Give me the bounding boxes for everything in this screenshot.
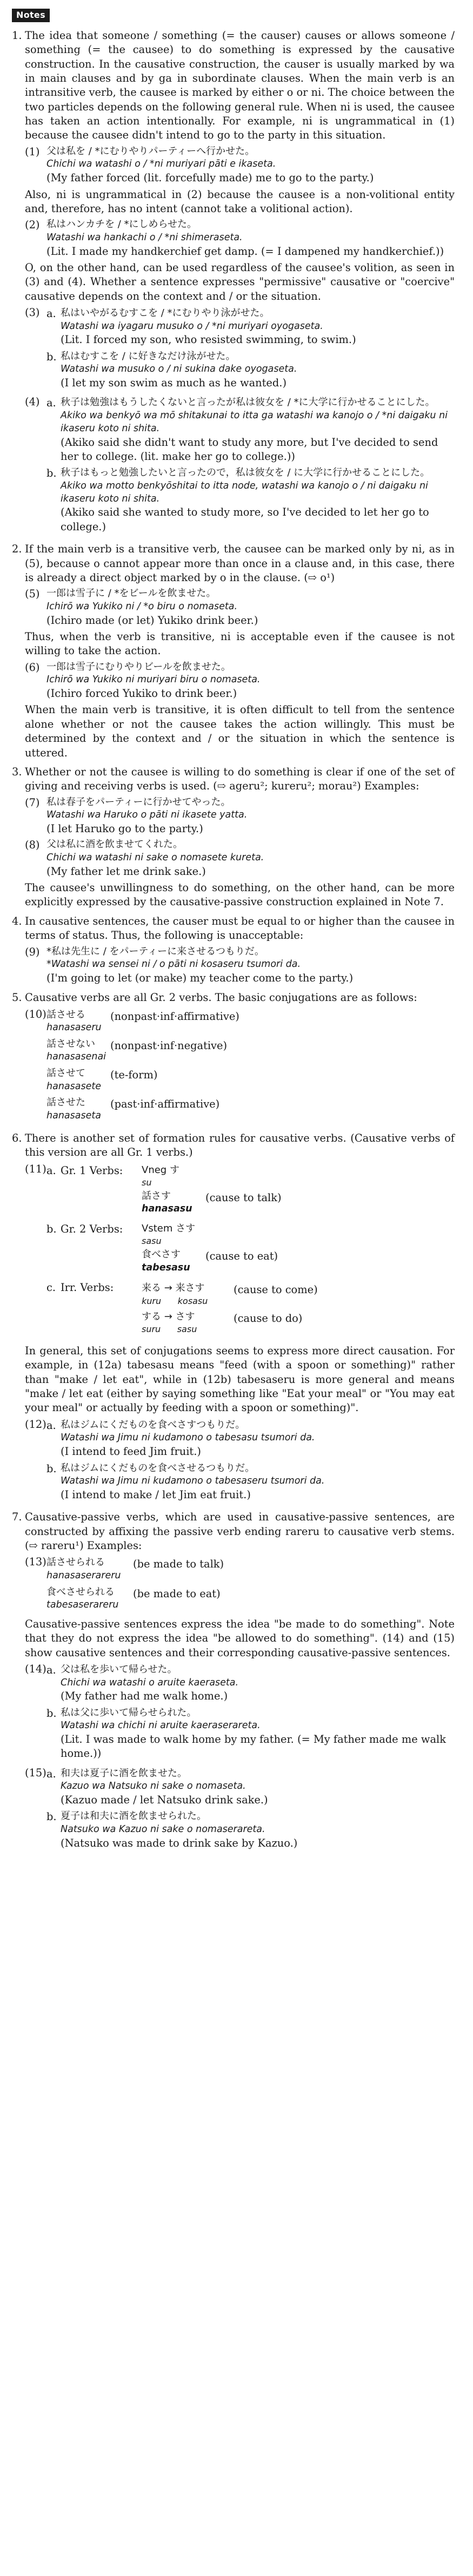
sub-label: b. [46,1707,57,1719]
sub-label: b. [46,1223,57,1235]
irregular-verb-meaning: (cause to do) [234,1312,303,1325]
example-15a [46,1767,455,1808]
example-translation: (My father had me walk home.) [61,1690,228,1703]
example-number: (9) [25,945,40,958]
conjugation-japanese: 話させられる [46,1557,105,1569]
example-number: (13) [25,1556,46,1569]
irregular-verb-romaji: suru sasu [142,1324,197,1335]
note-3 [12,765,455,911]
formation-example-meaning: (cause to talk) [205,1191,282,1204]
sub-label: a. [46,1664,56,1677]
conjugation-japanese: 食べさせられる [46,1586,115,1598]
example-japanese: 一郎は雪子にむりやりビールを飲ませた。 [46,661,231,673]
example-3 [25,306,455,393]
note-7 [12,1510,455,1855]
conjugation-romaji: hanasaseru [46,1022,102,1033]
example-japanese: 一郎は雪子に / *をビールを飲ませた。 [46,588,216,599]
example-number: (5) [25,588,40,601]
example-romaji: Ichirō wa Yukiko ni / *o biru o nomaseta. [46,601,238,612]
example-4 [25,395,455,537]
conjugation-row [46,1038,455,1064]
note-paragraph: Causative-passive sentences express the idea "be made to do something". Note that they do not express the idea "be allowed to do something". (14) and (15) show causative sentences and their corresponding causative-passive sentences. [25,1617,455,1659]
example-romaji: Watashi wa iyagaru musuko o / *ni muriyari oyogaseta. [61,320,323,332]
sub-label: a. [46,397,56,410]
example-romaji: Watashi wa Jimu ni kudamono o tabesaseru tsumori da. [61,1475,325,1486]
example-romaji: Watashi wa Haruko o pāti ni ikasete yatta. [46,809,248,821]
example-translation: (I intend to feed Jim fruit.) [61,1445,201,1458]
note-body [25,29,455,539]
note-paragraph: O, on the other hand, can be used regardless of the causee's volition, as seen in (3) and (4). Whether a sentence expresses "permissive" causative or "coercive" causative depends on the context and / or the situation. [25,261,455,302]
note-number: 1. [12,29,22,42]
conjugation-japanese: 話させない [46,1038,95,1050]
example-number: (7) [25,796,40,809]
example-8 [25,838,455,879]
note-2 [12,542,455,762]
note-number: 7. [12,1511,22,1524]
irregular-verb-japanese: 来る → 来さす [142,1282,205,1294]
note-paragraph: The causee's unwillingness to do something, on the other hand, can be more explicitly expressed by the causative-passive construction explained in Note 7. [25,881,455,908]
example-japanese: 秋子はもっと勉強したいと言ったので，私は彼女を / に大学に行かせることにした。 [61,467,430,479]
example-romaji: Akiko wa benkyō wa mō shitakunai to itta ga watashi wa kanojo o / *ni daigaku ni ikaseru koto ni shita. [61,410,448,434]
conjugation-row [46,1586,455,1612]
example-number: (1) [25,145,40,158]
conjugation-label: (te-form) [110,1069,158,1082]
example-translation: (Lit. I made my handkerchief get damp. (= I dampened my handkerchief.)) [46,245,444,258]
example-number: (6) [25,661,40,674]
example-translation: (My father forced (lit. forcefully made) me to go to the party.) [46,172,374,185]
formation-rule: Vstem さす [142,1223,196,1234]
example-number: (3) [25,306,40,319]
conjugation-japanese: 話させた [46,1097,85,1109]
note-paragraph: There is another set of formation rules for causative verbs. (Causative verbs of this version are all Gr. 1 verbs.) [25,1131,455,1159]
example-japanese: 私は春子をパーティーに行かせてやった。 [46,796,231,808]
note-4 [12,914,455,987]
sub-label: b. [46,1462,57,1475]
example-japanese: 私は父に歩いて帰らせられた。 [61,1707,197,1718]
conjugation-label: (nonpast·inf·affirmative) [110,1010,239,1023]
formation-rule-romaji: sasu [142,1236,162,1247]
example-13 [25,1555,455,1615]
sub-label: b. [46,467,57,480]
example-number: (12) [25,1418,46,1431]
example-romaji: Kazuo wa Natsuko ni sake o nomaseta. [61,1781,246,1792]
example-1 [25,145,455,186]
verb-group-label: Gr. 1 Verbs: [61,1164,123,1177]
example-15b [46,1810,455,1850]
example-romaji: Chichi wa watashi ni sake o nomasete kureta. [46,852,264,863]
formation-rule-b [46,1222,455,1277]
example-translation: (Lit. I was made to walk home by my father. (= My father made me walk home.)) [61,1732,446,1760]
example-15 [25,1766,455,1853]
conjugation-romaji: hanasasenai [46,1051,106,1063]
example-japanese: 私はいやがるむすこを / *にむりやり泳がせた。 [61,307,270,319]
note-paragraph: Whether or not the causee is willing to do something is clear if one of the set of giving and receiving verbs is used. (⇨ ageru²; kureru²; morau²) Examples: [25,765,455,793]
example-translation: (Ichiro made (or let) Yukiko drink beer.) [46,614,258,627]
example-japanese: *私は先生に / をパーティーに来させるつもりだ。 [46,945,264,957]
verb-group-label: Gr. 2 Verbs: [61,1223,123,1235]
conjugation-romaji: tabesaserareru [46,1599,119,1611]
example-11 [25,1162,455,1342]
example-romaji: Chichi wa watashi o aruite kaeraseta. [61,1677,239,1688]
note-number: 5. [12,991,22,1004]
example-romaji: Watashi wa musuko o / ni sukina dake oyogaseta. [61,364,297,375]
example-japanese: 私はジムにくだものを食べさすつもりだ。 [61,1419,245,1431]
example-translation: (I let Haruko go to the party.) [46,822,203,835]
example-japanese: 和夫は夏子に酒を飲ませた。 [61,1767,187,1779]
example-romaji: Watashi wa Jimu ni kudamono o tabesasu tsumori da. [61,1432,315,1444]
example-14a [46,1663,455,1704]
example-translation: (I let my son swim as much as he wanted.) [61,377,287,390]
example-4a [46,396,455,464]
example-number: (11) [25,1162,46,1175]
example-number: (15) [25,1766,46,1779]
example-romaji: Ichirō wa Yukiko ni muriyari biru o nomaseta. [46,674,261,686]
notes-header: Notes [12,9,50,22]
note-paragraph: In general, this set of conjugations seems to express more direct causation. For example, in (12a) tabesasu means "feed (with a spoon or something)" rather than "make / let eat", while in (12b) tabesaseru is more general and means "make / let eat (either by saying something like "Eat your meal" or "You may eat your meal" or actually by feeding with a spoon or something)". [25,1344,455,1414]
sub-label: a. [46,307,56,320]
sub-label: a. [46,1767,56,1780]
example-12 [25,1418,455,1505]
conjugation-label: (nonpast·inf·negative) [110,1039,228,1052]
example-14 [25,1662,455,1764]
example-japanese: 夏子は和夫に酒を飲ませられた。 [61,1810,206,1822]
note-number: 4. [12,914,22,927]
formation-example-meaning: (cause to eat) [205,1250,278,1263]
example-translation: (Ichiro forced Yukiko to drink beer.) [46,687,237,700]
conjugation-romaji: hanasaserareru [46,1570,121,1581]
example-3b [46,350,455,391]
note-number: 3. [12,765,22,778]
example-translation: (Natsuko was made to drink sake by Kazuo.) [61,1836,298,1849]
example-6 [25,661,455,701]
note-paragraph: Causative-passive verbs, which are used in causative-passive sentences, are constructed by affixing the passive verb ending rareru to causative verb stems. (⇨ rareru¹) Examples: [25,1511,455,1552]
example-translation: (I'm going to let (or make) my teacher come to the party.) [46,971,354,984]
example-number: (14) [25,1663,46,1676]
example-12a [46,1419,455,1459]
conjugation-row [46,1556,455,1582]
formation-example-romaji: tabesasu [142,1262,190,1273]
formation-rule-c [46,1281,455,1338]
conjugation-row [46,1067,455,1093]
formation-rule: Vneg す [142,1164,179,1176]
example-japanese: 私はハンカチを / *にしめらせた。 [46,219,197,230]
example-number: (10) [25,1007,46,1020]
example-9 [25,945,455,986]
sub-label: c. [46,1281,56,1294]
note-paragraph: If the main verb is a transitive verb, the causee can be marked only by ni, as in (5), because o cannot appear more than once in a clause and, in this case, there is already a direct object marked by o in the clause. (⇨ o¹) [25,543,455,584]
formation-rule-romaji: su [142,1177,152,1188]
formation-example-japanese: 話さす [142,1190,171,1202]
note-paragraph: Also, ni is ungrammatical in (2) because the causee is a non-volitional entity and, therefore, has no intent (cannot take a volitional action). [25,188,455,215]
example-romaji: Akiko wa motto benkyōshitai to itta node, watashi wa kanojo o / ni daigaku ni ikaseru koto ni shita. [61,480,428,504]
sub-label: b. [46,1810,57,1823]
example-5 [25,587,455,628]
note-paragraph: The idea that someone / something (= the causer) causes or allows someone / something (= the causee) to do something is expressed by the causative construction. In the causative construction, the causer is usually marked by wa in main clauses and by ga in subordinate clauses. When the main verb is an intransitive verb, the causee is marked by either o or ni. The choice between the two particles depends on the following general rule. When ni is used, the causee has taken an action intentionally. For example, ni is ungrammatical in (1) because the causee didn't intend to go to the party in this situation. [25,29,455,142]
note-paragraph: Thus, when the verb is transitive, ni is acceptable even if the causee is not willing to take the action. [25,630,455,657]
note-5 [12,991,455,1128]
example-translation: (Akiko said she wanted to study more, so I've decided to let her go to college.) [61,506,429,533]
irregular-verb-romaji: kuru kosasu [142,1295,208,1306]
example-translation: (Kazuo made / let Natsuko drink sake.) [61,1794,268,1807]
example-japanese: 父は私を歩いて帰らせた。 [61,1664,177,1676]
example-translation: (Akiko said she didn't want to study any more, but I've decided to send her to college. (lit. make her go to college.)) [61,436,438,463]
example-3a [46,307,455,347]
example-12b [46,1462,455,1503]
conjugation-japanese: 話させて [46,1068,85,1079]
conjugation-label: (past·inf·affirmative) [110,1098,220,1111]
example-2 [25,218,455,259]
example-translation: (Lit. I forced my son, who resisted swimming, to swim.) [61,333,356,346]
example-japanese: 私はむすこを / に好きなだけ泳がせた。 [61,350,236,362]
example-translation: (I intend to make / let Jim eat fruit.) [61,1488,251,1501]
example-number: (4) [25,396,40,409]
example-7 [25,796,455,836]
conjugation-japanese: 話させる [46,1009,85,1020]
irregular-verb-japanese: する → さす [142,1310,195,1322]
example-romaji: Watashi wa chichi ni aruite kaeraserareta. [61,1720,261,1731]
note-6 [12,1131,455,1507]
note-1 [12,29,455,539]
formation-example-japanese: 食べさす [142,1249,181,1261]
note-paragraph: Causative verbs are all Gr. 2 verbs. The basic conjugations are as follows: [25,991,417,1004]
note-number: 6. [12,1131,22,1144]
sub-label: b. [46,350,57,363]
note-number: 2. [12,543,22,556]
example-10 [25,1007,455,1126]
formation-example-romaji: hanasasu [142,1203,192,1215]
conjugation-meaning: (be made to talk) [133,1558,224,1571]
formation-rule-a [46,1164,455,1219]
sub-label: a. [46,1419,56,1432]
example-romaji: Watashi wa hankachi o / *ni shimeraseta. [46,232,243,243]
example-japanese: 私はジムにくだものを食べさせるつもりだ。 [61,1462,255,1474]
example-japanese: 父は私を / *にむりやりパーティーへ行かせた。 [46,145,255,157]
conjugation-meaning: (be made to eat) [133,1587,221,1600]
example-japanese: 父は私に酒を飲ませてくれた。 [46,839,183,851]
note-paragraph: In causative sentences, the causer must be equal to or higher than the causee in terms of status. Thus, the following is unacceptable: [25,914,455,942]
example-romaji: Natsuko wa Kazuo ni sake o nomaserareta. [61,1823,265,1835]
example-romaji: Chichi wa watashi o / *ni muriyari pāti e ikaseta. [46,159,276,170]
note-paragraph: When the main verb is transitive, it is often difficult to tell from the sentence alone whether or not the causee takes the action willingly. This must be determined by the context and / or the situation in which the sentence is uttered. [25,703,455,759]
example-japanese: 秋子は勉強はもうしたくないと言ったが私は彼女を / *に大学に行かせることにした。 [61,397,435,409]
example-number: (8) [25,839,40,852]
conjugation-row [46,1096,455,1122]
irregular-verb-meaning: (cause to come) [234,1283,318,1296]
sub-label: a. [46,1164,56,1177]
conjugation-romaji: hanasasete [46,1081,101,1092]
example-14b [46,1707,455,1761]
example-4b [46,466,455,534]
example-number: (2) [25,219,40,232]
conjugation-row [46,1009,455,1035]
example-romaji: *Watashi wa sensei ni / o pāti ni kosaseru tsumori da. [46,959,301,970]
example-translation: (My father let me drink sake.) [46,865,206,878]
conjugation-romaji: hanasaseta [46,1110,101,1121]
verb-group-label: Irr. Verbs: [61,1281,114,1294]
